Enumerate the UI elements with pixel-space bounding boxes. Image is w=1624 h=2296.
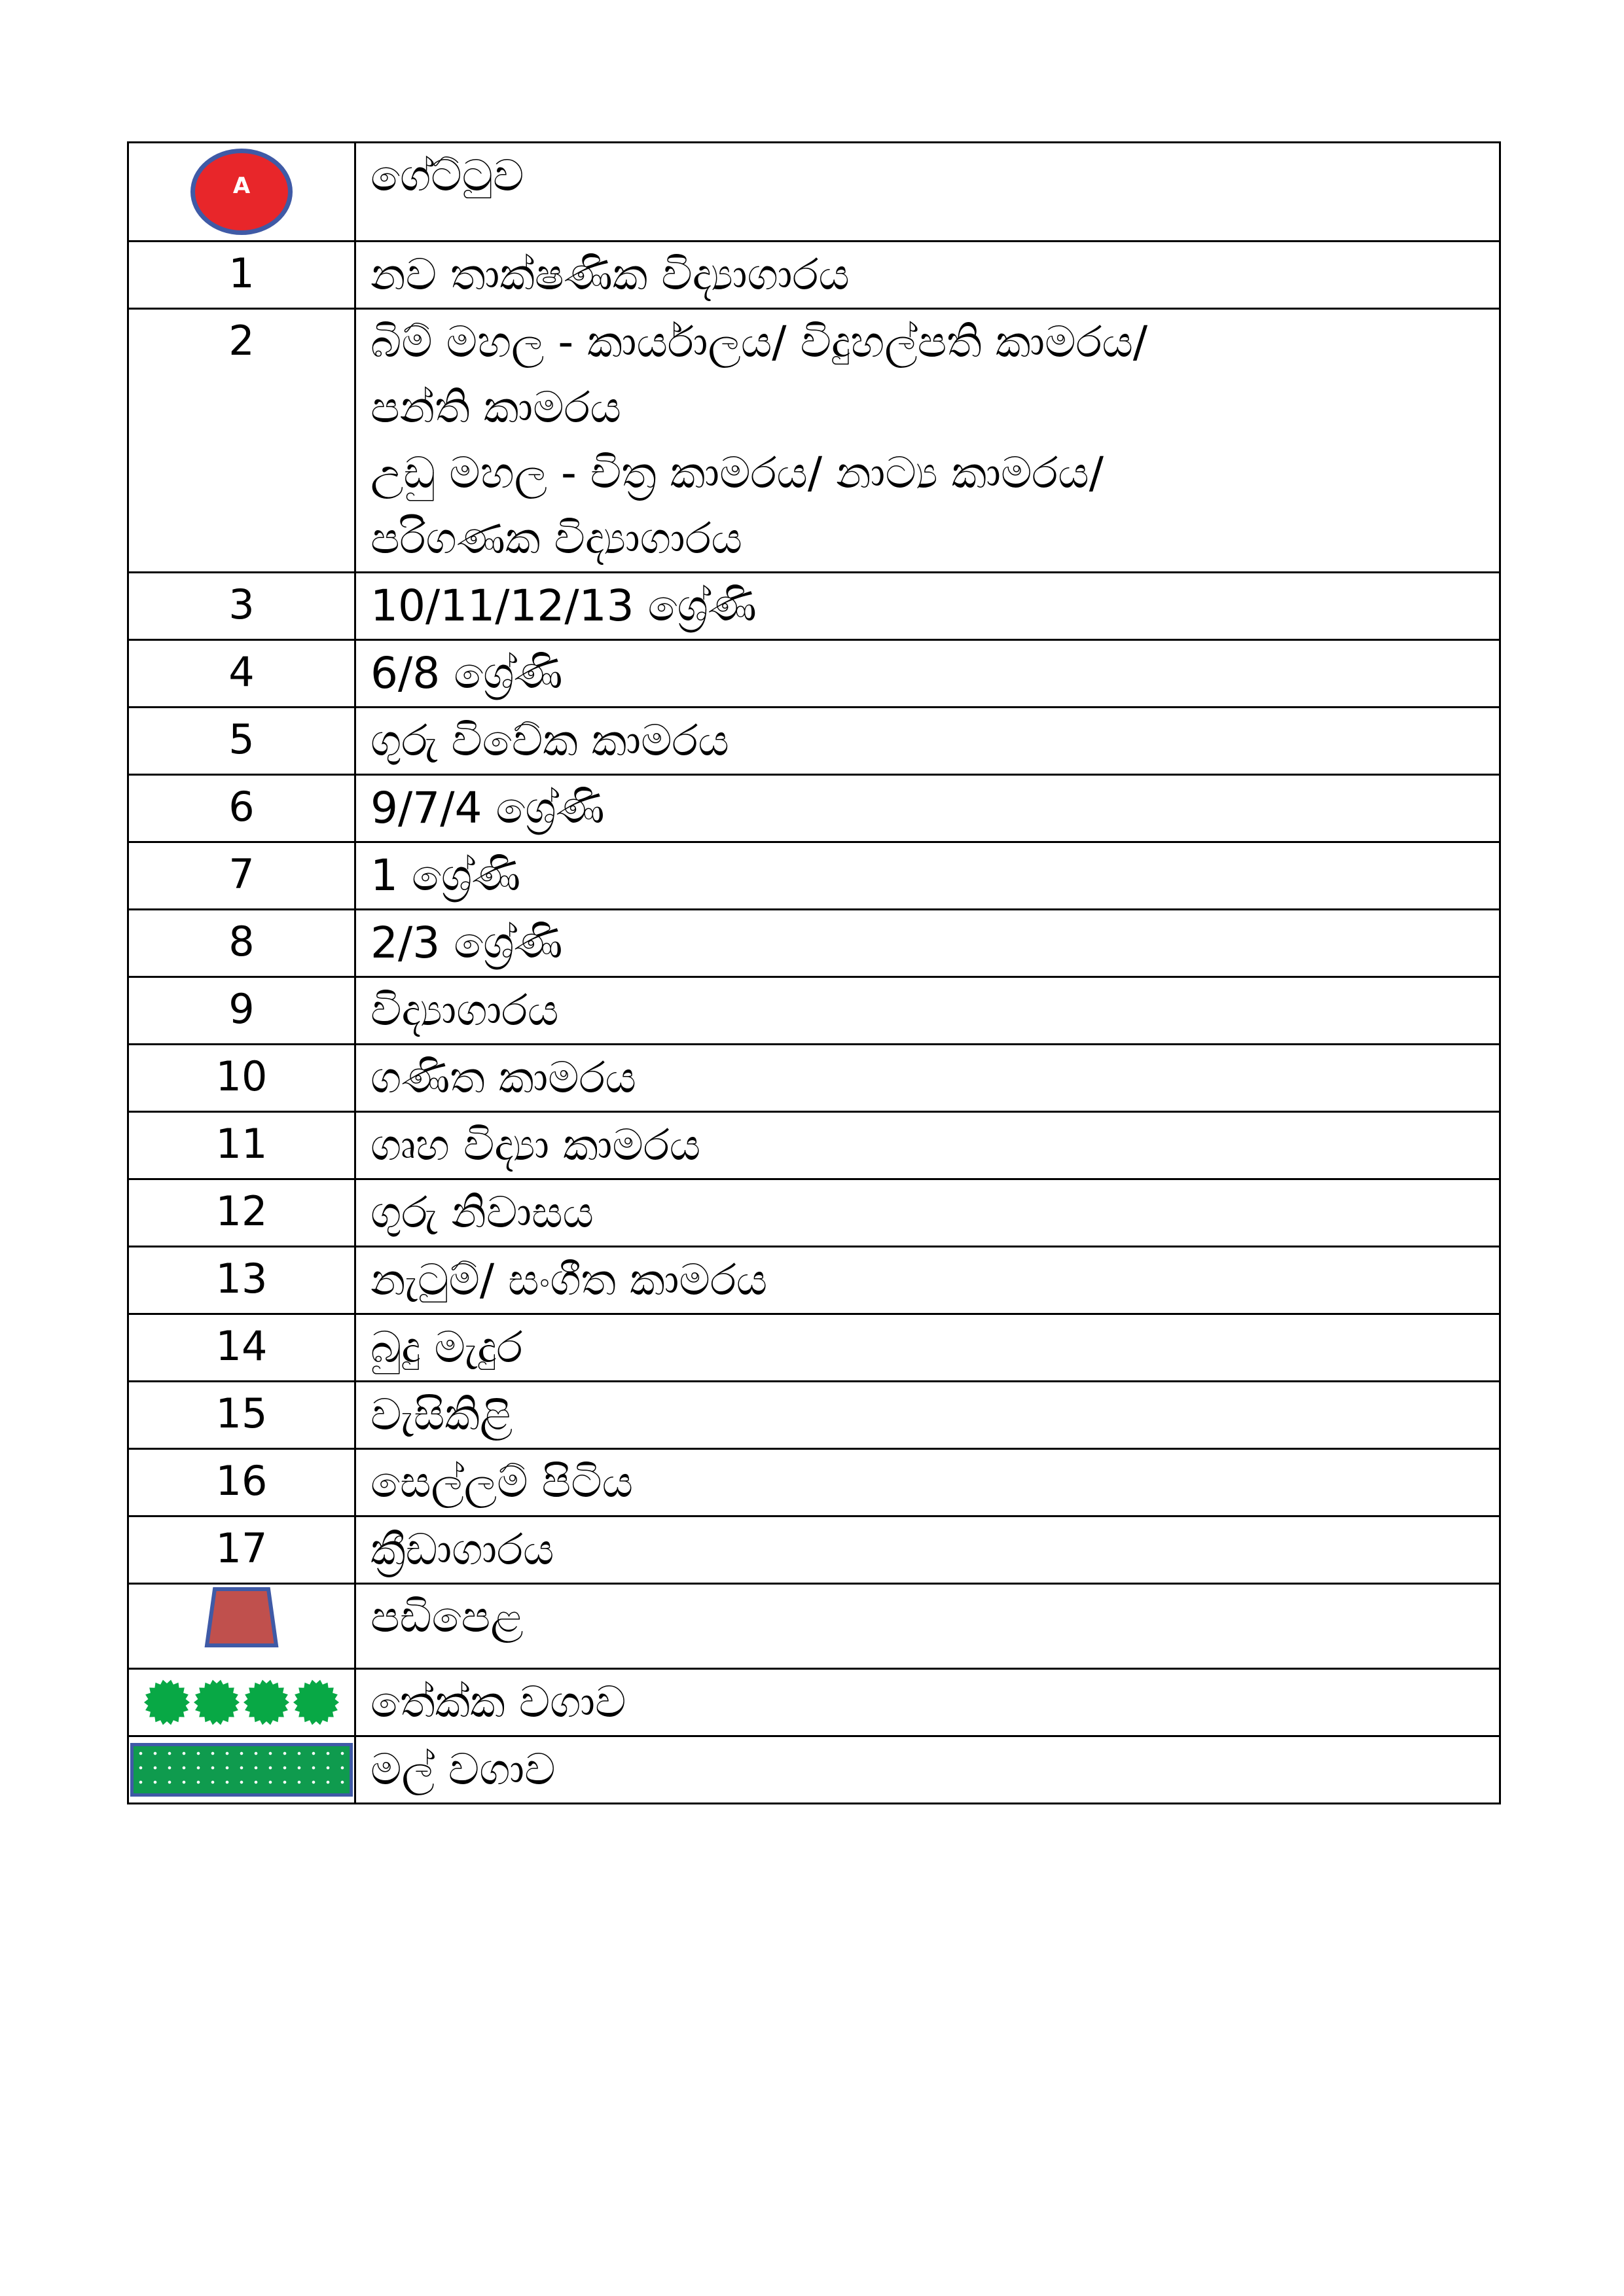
- legend-row-number: 1: [128, 242, 355, 309]
- legend-row-label: නව තාක්ෂණික විද්‍යාගාරය: [355, 242, 1500, 309]
- tea-tree-icon: [143, 1679, 190, 1726]
- legend-row: [128, 910, 1500, 977]
- legend-row-label: 10/11/12/13 ශ්‍රේණි: [355, 573, 1500, 640]
- tea-tree-icon: [193, 1679, 240, 1726]
- legend-row-number: 5: [128, 708, 355, 775]
- legend-row: [128, 1045, 1500, 1112]
- tea-tree-icon: [293, 1679, 340, 1726]
- gate-symbol-cell: [128, 143, 355, 242]
- legend-row-label: බිම් මහල - කාර්යාලය/ විදුහල්පති කාමරය/ පන්ති කාමරය උඩු මහල - චිත්‍ර කාමරය/ නාට්‍ය කාමරය/ පරිගණක විද්‍යාගාරය: [355, 309, 1500, 573]
- legend-row: [128, 708, 1500, 775]
- flower-bed-icon: [130, 1743, 353, 1797]
- legend-row-label: සෙල්ලම් පිටිය: [355, 1449, 1500, 1516]
- legend-row-label: 2/3 ශ්‍රේණි: [355, 910, 1500, 977]
- legend-row-number: 16: [128, 1449, 355, 1516]
- steps-symbol-cell: [128, 1584, 355, 1669]
- legend-row-steps: [128, 1584, 1500, 1669]
- gate-label: ගේට්ටුව: [355, 143, 1500, 242]
- legend-row-number: 12: [128, 1179, 355, 1247]
- tea-trees-icon: [129, 1679, 354, 1726]
- flower-garden-label: මල් වගාව: [355, 1736, 1500, 1804]
- legend-row-label: නැටුම්/ සංගීත කාමරය: [355, 1247, 1500, 1314]
- steps-icon: [203, 1587, 280, 1648]
- legend-row-number: 11: [128, 1112, 355, 1179]
- legend-row-number: 8: [128, 910, 355, 977]
- legend-row: [128, 640, 1500, 708]
- legend-row-label: වැසිකිළි: [355, 1382, 1500, 1449]
- legend-row-number: 14: [128, 1314, 355, 1382]
- legend-row-number: 7: [128, 842, 355, 910]
- legend-row-label: විද්‍යාගාරය: [355, 977, 1500, 1045]
- legend-row: [128, 309, 1500, 573]
- legend-row-tea-garden: [128, 1669, 1500, 1736]
- legend-row-number: 9: [128, 977, 355, 1045]
- legend-row-label: ක්‍රීඩාගාරය: [355, 1516, 1500, 1584]
- tea-garden-label: තේක්ක වගාව: [355, 1669, 1500, 1736]
- legend-row-number: 6: [128, 775, 355, 842]
- legend-row-number: 17: [128, 1516, 355, 1584]
- legend-row: [128, 842, 1500, 910]
- legend-table: [127, 141, 1501, 1804]
- steps-label: පඩිපෙළ: [355, 1584, 1500, 1669]
- tea-garden-symbol-cell: [128, 1669, 355, 1736]
- legend-row-label: 6/8 ශ්‍රේණි: [355, 640, 1500, 708]
- legend-row-label: බුදු මැදුර: [355, 1314, 1500, 1382]
- legend-row-flower-garden: [128, 1736, 1500, 1804]
- legend-row-number: 2: [128, 309, 355, 573]
- legend-row-label: 1 ශ්‍රේණි: [355, 842, 1500, 910]
- legend-row: [128, 977, 1500, 1045]
- gate-icon: [190, 149, 293, 235]
- legend-row-number: 13: [128, 1247, 355, 1314]
- legend-row-label: 9/7/4 ශ්‍රේණි: [355, 775, 1500, 842]
- legend-row-label: ගණිත කාමරය: [355, 1045, 1500, 1112]
- tea-tree-icon: [243, 1679, 290, 1726]
- legend-row-label: ගුරු නිවාසය: [355, 1179, 1500, 1247]
- legend-row-number: 10: [128, 1045, 355, 1112]
- legend-row: [128, 242, 1500, 309]
- gate-icon-letter: A: [232, 173, 251, 199]
- legend-row-number: 4: [128, 640, 355, 708]
- legend-row: [128, 1179, 1500, 1247]
- flower-garden-symbol-cell: [128, 1736, 355, 1804]
- legend-row: [128, 1449, 1500, 1516]
- legend-row: [128, 775, 1500, 842]
- legend-row: [128, 573, 1500, 640]
- legend-row: [128, 1247, 1500, 1314]
- legend-row: [128, 1112, 1500, 1179]
- legend-row-number: 3: [128, 573, 355, 640]
- legend-row-gate: [128, 143, 1500, 242]
- legend-row: [128, 1516, 1500, 1584]
- legend-row-number: 15: [128, 1382, 355, 1449]
- legend-row: [128, 1382, 1500, 1449]
- legend-row-label: ගෘහ විද්‍යා කාමරය: [355, 1112, 1500, 1179]
- legend-row: [128, 1314, 1500, 1382]
- legend-row-label: ගුරු විවේක කාමරය: [355, 708, 1500, 775]
